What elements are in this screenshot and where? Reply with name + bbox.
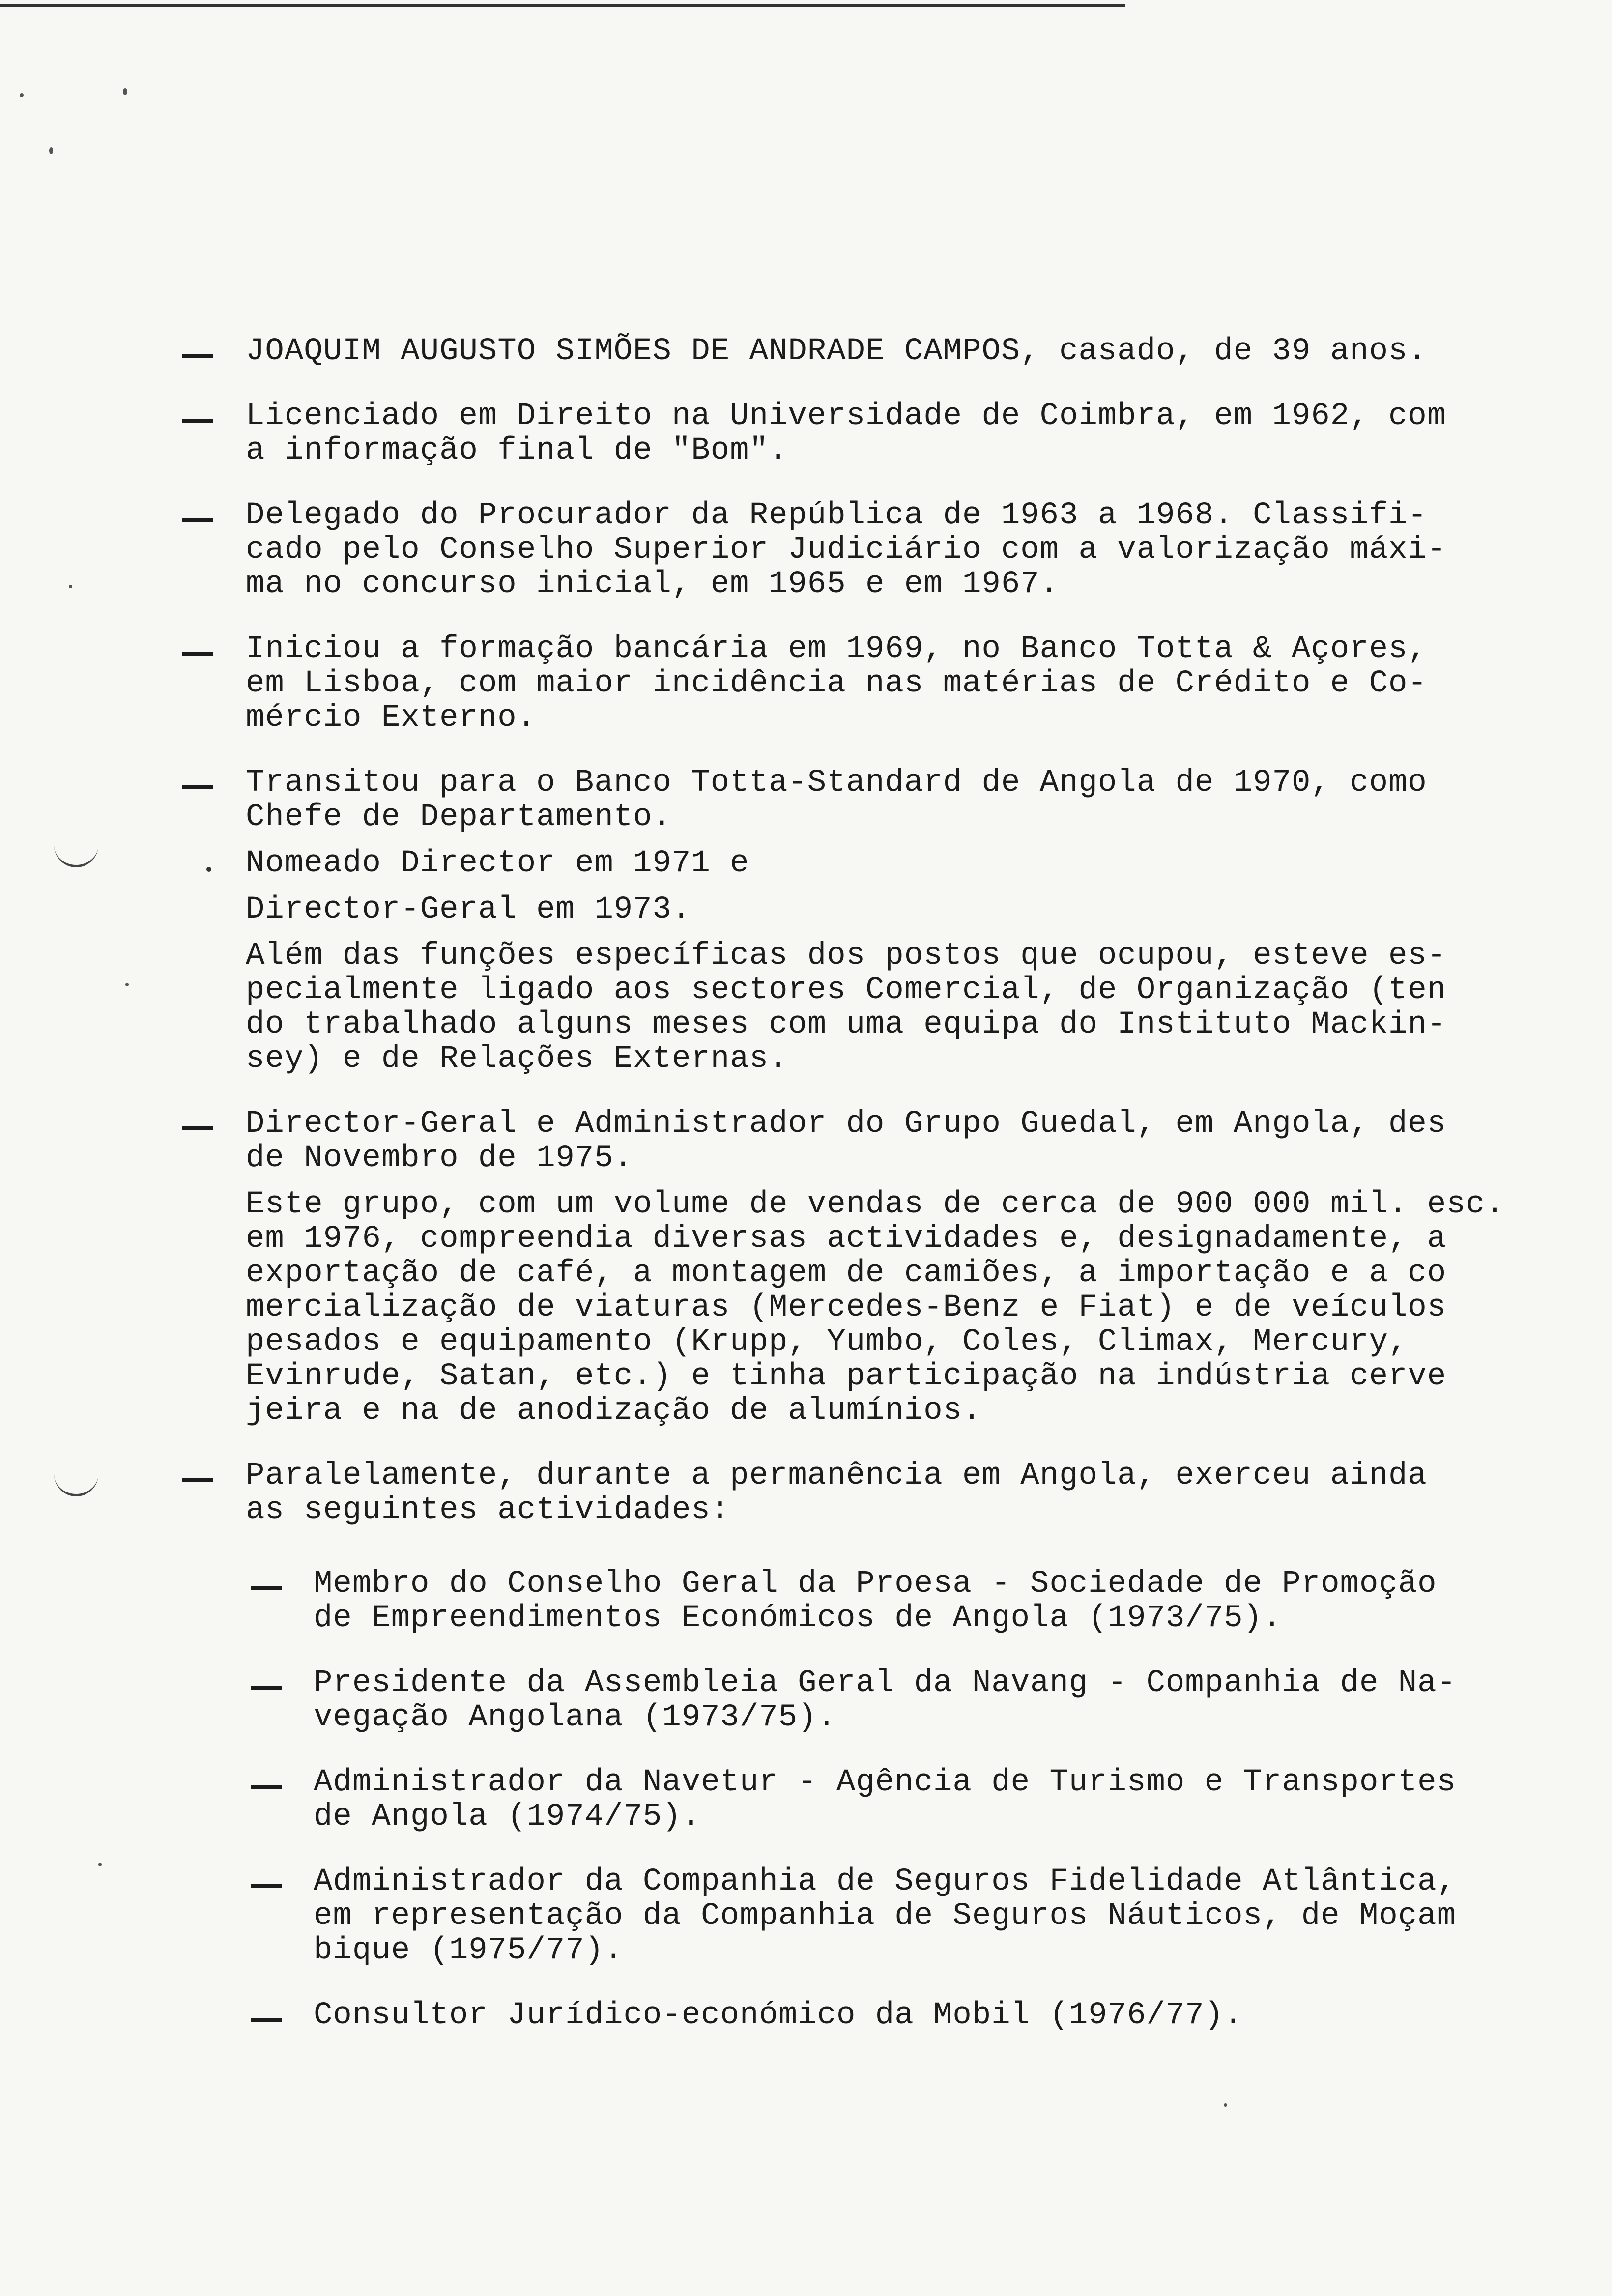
text-line: Administrador da Companhia de Seguros Fidelidade Atlântica,: [314, 1864, 1456, 1899]
text-line: de Novembro de 1975.: [246, 1141, 633, 1176]
cv-entry-director-general: [182, 892, 1519, 927]
text-line: Membro do Conselho Geral da Proesa - Sociedade de Promoção: [314, 1566, 1437, 1602]
text-line: Presidente da Assembleia Geral da Navang - Companhia de Na-: [314, 1665, 1456, 1701]
cv-entry-director: [182, 846, 1519, 881]
text-line: jeira e na de anodização de alumínios.: [246, 1393, 982, 1429]
text-line: sey) e de Relações Externas.: [246, 1041, 788, 1077]
dash-bullet: [182, 785, 213, 789]
scan-speck: [125, 983, 129, 986]
text-line: Administrador da Navetur - Agência de Turismo e Transportes: [314, 1765, 1456, 1800]
dash-bullet: [182, 652, 213, 656]
sub-entry-navang: [182, 1666, 1519, 1735]
text-line: Director-Geral em 1973.: [246, 892, 691, 927]
text-line: Transitou para o Banco Totta-Standard de Angola de 1970, como: [246, 765, 1427, 801]
text-line: as seguintes actividades:: [246, 1492, 730, 1528]
text-line: mercialização de viaturas (Mercedes-Benz e Fiat) e de veículos: [246, 1290, 1447, 1325]
dash-bullet: [251, 1586, 282, 1590]
text-line: Iniciou a formação bancária em 1969, no Banco Totta & Açores,: [246, 631, 1427, 667]
dash-bullet: [251, 1686, 282, 1690]
text-line: Além das funções específicas dos postos que ocupou, esteve es-: [246, 938, 1447, 974]
text-line: de Empreendimentos Económicos de Angola (1973/75).: [314, 1601, 1282, 1636]
text-line: Paralelamente, durante a permanência em Angola, exerceu ainda: [246, 1458, 1427, 1493]
top-border-line: [0, 4, 1125, 7]
text-line: Consultor Jurídico-económico da Mobil (1976/77).: [314, 1998, 1243, 2033]
cv-entry-name: [182, 334, 1519, 369]
sub-entry-mobil: [182, 1998, 1519, 2033]
text-line: Este grupo, com um volume de vendas de cerca de 900 000 mil. esc.: [246, 1187, 1505, 1222]
text-line: Evinrude, Satan, etc.) e tinha participação na indústria cerve: [246, 1359, 1447, 1394]
dash-bullet: [182, 354, 213, 358]
text-line: Chefe de Departamento.: [246, 800, 672, 835]
text-line: em 1976, compreendia diversas actividades e, designadamente, a: [246, 1221, 1447, 1257]
scan-speck: [49, 147, 53, 154]
text-line: pesados e equipamento (Krupp, Yumbo, Coles, Climax, Mercury,: [246, 1324, 1408, 1360]
dash-bullet: [182, 1478, 213, 1482]
sub-entry-proesa: [182, 1567, 1519, 1636]
text-line: Delegado do Procurador da República de 1963 a 1968. Classifi-: [246, 498, 1427, 533]
cv-entry-functions: [182, 939, 1519, 1076]
cv-document: [182, 334, 1519, 2033]
text-line: do trabalhado alguns meses com uma equipa do Instituto Mackin-: [246, 1007, 1447, 1042]
text-line: mércio Externo.: [246, 700, 537, 736]
text-line: JOAQUIM AUGUSTO SIMÕES DE ANDRADE CAMPOS, casado, de 39 anos.: [246, 334, 1427, 369]
text-line: exportação de café, a montagem de camiões, a importação e a co: [246, 1256, 1447, 1291]
text-line: ma no concurso inicial, em 1965 e em 1967.: [246, 567, 1060, 602]
dash-bullet: [182, 419, 213, 423]
scan-speck: [123, 88, 127, 95]
text-line: pecialmente ligado aos sectores Comercial, de Organização (ten: [246, 973, 1447, 1008]
punch-hole-mark: [54, 835, 98, 867]
sub-entry-navetur: [182, 1765, 1519, 1834]
sub-entry-fidelidade: [182, 1865, 1519, 1968]
cv-entry-angola-bank: [182, 766, 1519, 834]
text-line: Licenciado em Direito na Universidade de Coimbra, em 1962, com: [246, 399, 1447, 434]
punch-hole-mark: [54, 1464, 98, 1496]
dash-bullet: [182, 518, 213, 522]
text-line: vegação Angolana (1973/75).: [314, 1700, 836, 1735]
text-line: de Angola (1974/75).: [314, 1799, 701, 1835]
text-line: em representação da Companhia de Seguros Náuticos, de Moçam: [314, 1898, 1456, 1934]
dash-bullet: [251, 1785, 282, 1789]
dash-bullet: [251, 1884, 282, 1888]
text-line: cado pelo Conselho Superior Judiciário com a valorização máxi-: [246, 532, 1447, 568]
cv-entry-parallel-activities: [182, 1459, 1519, 1527]
scan-speck: [20, 93, 24, 97]
scan-speck: [1224, 2103, 1227, 2107]
text-line: Nomeado Director em 1971 e: [246, 846, 749, 881]
cv-entry-degree: [182, 399, 1519, 468]
dot-bullet: [206, 867, 211, 872]
scan-speck: [98, 1863, 102, 1866]
text-line: a informação final de "Bom".: [246, 433, 788, 468]
cv-entry-guedal-description: [182, 1187, 1519, 1428]
text-line: Director-Geral e Administrador do Grupo Guedal, em Angola, des: [246, 1106, 1447, 1142]
cv-entry-guedal: [182, 1107, 1519, 1176]
dash-bullet: [251, 2018, 282, 2022]
scan-speck: [69, 585, 72, 588]
text-line: bique (1975/77).: [314, 1933, 624, 1968]
cv-entry-prosecutor: [182, 498, 1519, 602]
text-line: em Lisboa, com maior incidência nas matérias de Crédito e Co-: [246, 666, 1427, 701]
cv-entry-banking: [182, 632, 1519, 735]
dash-bullet: [182, 1126, 213, 1130]
